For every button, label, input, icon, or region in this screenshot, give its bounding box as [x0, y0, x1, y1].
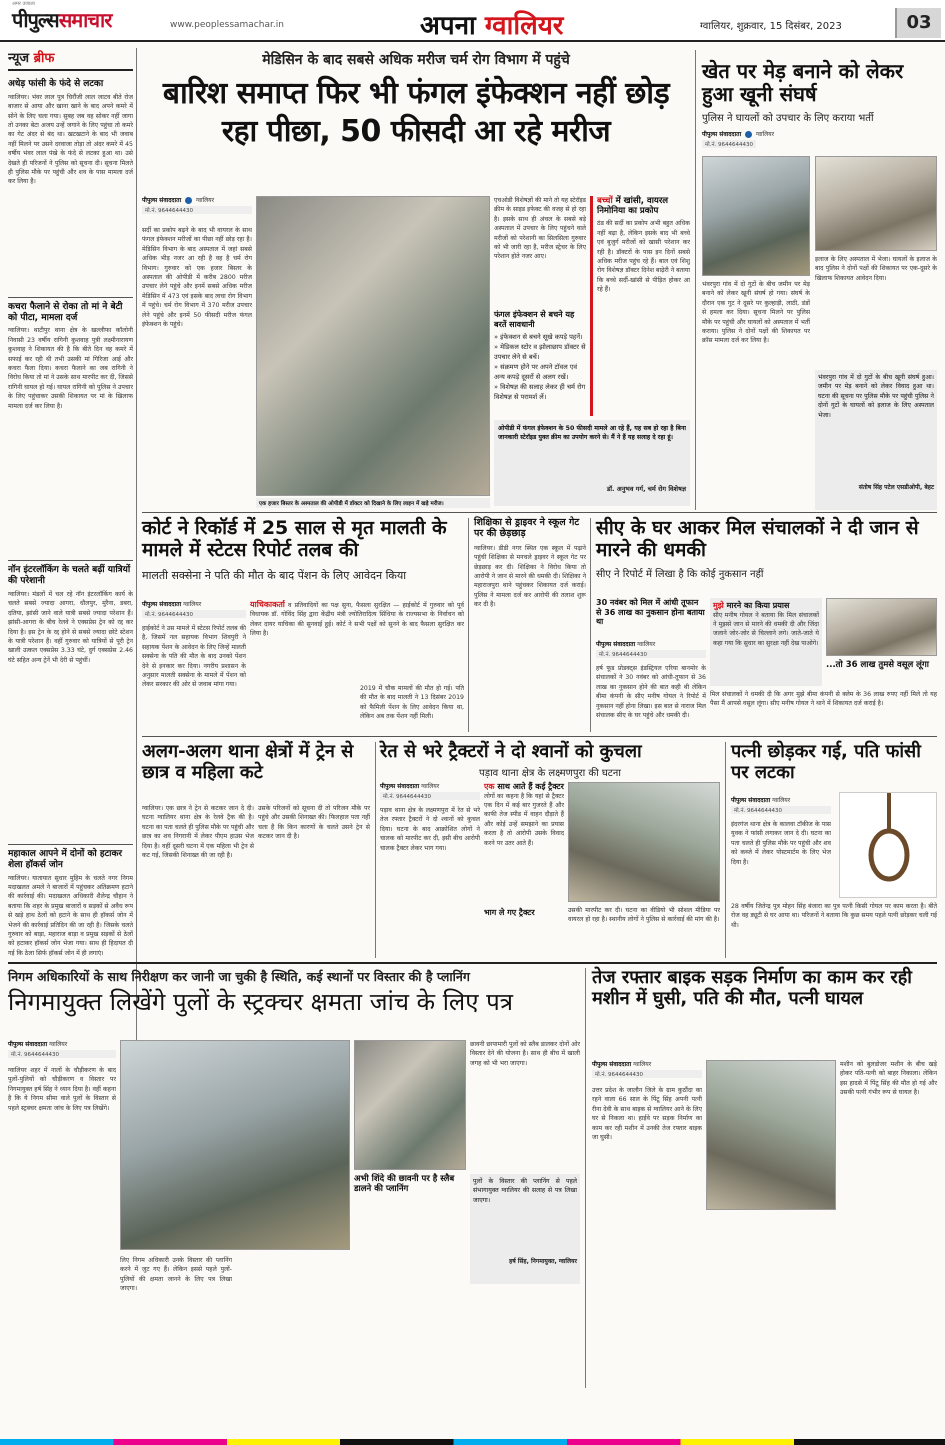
farm-quote	[815, 370, 937, 510]
farm-headline: खेत पर मेड़ बनाने को लेकर हुआ खूनी संघर्ष	[702, 59, 904, 106]
section-divider	[142, 512, 937, 513]
ca-box-title-a: मुझे	[713, 601, 724, 610]
brief-body: ग्वालियर। यातायात सुधार मुहिम के चलते नगर निगम मदाखलत अमले ने बाजारों में पहुंचकर अतिक्रमण हटाने की कार्रवाई की। मदाखलत अधिकारी शैलेन्द्र चौहान ने बताया कि शहर के प्रमुख बाजारों व सड़कों से अवैध रूप से खड़े हाथ ठेलों को हटाने के साथ ही हॉकर्स जोन में भेजने की कार्रवाई प्रतिदिन की जा रही है। जिसके चलते गुरुवार को बाड़ा, महाराज बाड़ा व प्रमुख सड़कों से ठेलों को हटाकर हॉकर्स जोन भेजा गया। साथ ही हिदायत दी गई कि ठेला सिर्फ हॉकर्स जोन में ही लगाएं।	[8, 874, 133, 957]
byline-city: ग्वालियर	[772, 797, 791, 804]
kids-sidebar	[590, 196, 690, 416]
byline-reporter: पीपुल्स संवाददाता	[142, 197, 182, 204]
quote-author: हर्ष सिंह, निगमायुक्त, ग्वालियर	[509, 1258, 577, 1265]
photo-caption: एक हजार बिस्तर के अस्पताल की ओपीडी में डॉक्टर को दिखाने के लिए लाइन में खड़े मरीज।	[256, 498, 490, 508]
brief-headline: कचरा फैलाने से रोका तो मां ने बेटी को पीटा, मामला दर्ज	[8, 301, 123, 323]
section-divider	[142, 736, 937, 737]
byline-mobile: मो.नं. 9644644430	[142, 206, 252, 214]
dogs-story	[380, 742, 720, 958]
ca-quote: ...तो 36 लाख तुमसे वसूल लूंगा	[826, 660, 929, 670]
court-story	[142, 518, 464, 732]
threat-illustration	[826, 598, 937, 656]
byline-reporter: पीपुल्स संवाददाता	[142, 601, 182, 608]
dogs-box-title	[484, 782, 564, 792]
ca-box-title	[713, 601, 819, 611]
brief-headline: महाकाल आपने में दोनों को हटाकर शेला हॉकर्स जोन	[8, 848, 123, 870]
farm-body: भंवरपुरा गांव में दो गुटों के बीच जमीन पर मेड़ बनाने को लेकर खूनी संघर्ष हो गया। संघर्ष के दौरान एक गुट ने दूसरे पर कुल्हाड़ी, लाठी, डंडों से हमला कर दिया। सूचना मिलने पर पुलिस मौके पर पहुंची और घायलों को अस्पताल में भर्ती कराया। पुलिस ने दोनों पक्षों की शिकायत पर क्रॉस मामला दर्ज कर लिया है।	[702, 281, 810, 345]
byline-city: ग्वालियर	[755, 131, 775, 138]
brief-item	[8, 302, 133, 557]
main-body-a: सर्दी का प्रकोप बढ़ने के बाद भी वायरल के साथ फंगल इंफेक्शन मरीजों का पीछा नहीं छोड़ रहा है। मेडिसिन विभाग के बाद अस्पताल में जहां सबसे अधिक भीड़ नजर आ रही है वह है चर्म रोग विभाग। गुरुवार को एक हजार बिस्तर के अस्पताल की ओपीडी में करीब 2800 मरीज उपचार लेने पहुंचे और इनमें सबसे अधिक मरीज मेडिसिन में 473 एवं इसके बाद त्वचा रोग विभाग में पहुंचे। चर्म रोग विभाग में 370 मरीज उपचार लेने पहुंचे और इनमें 50 फीसदी मरीज फंगल इंफेक्शन के पहुंचे।	[142, 227, 252, 329]
dogs-byline	[380, 782, 480, 800]
byline-mobile: मो.नं. 9644644430	[8, 1050, 116, 1058]
divider	[8, 844, 133, 845]
court-box	[250, 600, 464, 680]
bridge-story	[8, 968, 580, 1388]
brief-headline: नॉन इंटरलॉकिंग के चलते बढ़ीं यात्रियों की परेशानी	[8, 565, 131, 587]
dot-icon	[185, 197, 192, 204]
teacher-story	[474, 518, 586, 732]
brief-headline: अधेड़ फांसी के फंदे से लटका	[8, 79, 104, 89]
dogs-box-title-b: साथ आते हैं कई ट्रैक्टर	[497, 782, 564, 791]
brief-title-b: ब्रीफ	[33, 51, 55, 66]
byline-city: ग्वालियर	[49, 1041, 68, 1048]
bridge-body: ग्वालियर शहर में नालों के चौड़ीकरण के बाद पुलों-पुलियों को चौड़ीकरण व विस्तार पर निगमायुक्त हर्ष सिंह ने ध्यान दिया है। वहीं कहना है कि ये निगम सीमा वाले पुलों के विस्तार से पहले स्ट्रक्चर क्षमता जांच के लिए पत्र लिखेंगे।	[8, 1067, 116, 1112]
bridge-headline: निगमायुक्त लिखेंगे पुलों के स्ट्रक्चर क्षमता जांच के लिए पत्र	[8, 988, 513, 1016]
website-link[interactable]: www.peoplessamachar.in	[170, 20, 284, 30]
edition-tag: अमर उजाला	[12, 1, 35, 7]
dot-icon	[745, 131, 752, 138]
kids-body: ठंड की सर्दी का प्रकोप अभी बहुत अधिक नहीं बढ़ा है, लेकिन इसके बाद भी बच्चे एवं बुजुर्ग मरीजों को खासी परेशान कर रही है। डॉक्टरों के पास इन दिनों सबसे अधिक मरीज पहुंच रहे हैं। बाल एवं शिशु रोग विशेषज्ञ डॉक्टर दिनेश बाढ़ेरी ने बताया कि बच्चे सर्दी-खांसी से पीड़ित होकर आ रहे हैं।	[597, 220, 690, 294]
wife-headline: पत्नी छोड़कर गई, पति फांसी पर लटका	[731, 741, 921, 783]
logo-part-a: पीपुल्स	[12, 8, 59, 32]
quote-text: ओपीडी में फंगल इंफेक्शन के 50 फीसदी मामले आ रहे हैं, यह सब हो रहा है बिना जानकारी स्टेरॉइड युक्त क्रीम का उपयोग करने से। मैं ने हैं यह सलाह दे रहा हूं।	[498, 425, 686, 442]
main-headline: बारिश समाप्त फिर भी फंगल इंफेक्शन नहीं छोड़ रहा पीछा, 50 फीसदी आ रहे मरीज	[162, 76, 670, 149]
dogs-photo	[568, 782, 720, 902]
dogs-headline: रेत से भरे ट्रैक्टरों ने दो श्वानों को कुचला	[380, 741, 642, 762]
quote-author: डॉ. अनुभव गर्ग, चर्म रोग विशेषज्ञ	[606, 485, 686, 493]
bridge-photo-2	[354, 1040, 466, 1170]
student-headline: अलग-अलग थाना क्षेत्रों में ट्रेन से छात्र व महिला कटे	[142, 741, 354, 783]
bridge-photo	[120, 1040, 350, 1250]
column-rule	[375, 742, 376, 958]
column-rule	[590, 518, 591, 732]
ca-byline	[596, 640, 706, 658]
wife-story	[731, 742, 937, 958]
wife-byline	[731, 796, 831, 814]
noose-icon	[840, 793, 938, 899]
byline-mobile: मो.नं. 9644644430	[731, 806, 831, 814]
ca-headline: सीए के घर आकर मिल संचालकों ने दी जान से मारने की धमकी	[596, 517, 919, 561]
masthead	[0, 0, 945, 42]
ca-box-title-b: मारने का किया प्रयास	[726, 601, 790, 610]
ca-story	[596, 518, 937, 732]
teacher-body: ग्वालियर। डीडी नगर स्थित एक स्कूल में पढ़ाने पहुंची शिक्षिका से मनचले ड्राइवर ने स्कूल गेट पर छेड़छाड़ कर दी। शिक्षिका ने विरोध किया तो आरोपी ने जान से मारने की धमकी दी। शिक्षिका ने महाराजपुरा थाने पहुंचकर शिकायत दर्ज कराई। पुलिस ने मामला दर्ज कर आरोपी की तलाश शुरू कर दी है।	[474, 544, 586, 609]
farm-sub: पुलिस ने घायलों को उपचार के लिए कराया भर्ती	[702, 113, 874, 124]
bridge-sub: अभी शिंदे की छावनी पर है स्लैब डालने की प्लानिंग	[354, 1174, 455, 1195]
main-story	[142, 50, 690, 510]
newspaper-logo	[12, 6, 111, 33]
bike-body: उत्तर प्रदेश के जालौन जिले के ग्राम कुठौंदा का रहने वाला 66 साल के पिंटू सिंह अपनी पत्नी रीना देवी के साथ बाइक से ग्वालियर आने के लिए घर से निकला था। हाईवे पर सड़क निर्माण का काम कर रही मशीन में उनकी तेज रफ्तार बाइक जा घुसी।	[592, 1087, 702, 1142]
bike-byline	[592, 1060, 702, 1078]
byline-mobile: मो.नं. 9644644430	[596, 650, 706, 658]
student-body-2: उसके परिजनों को सूचना दी तो परिजन मौके पर पहुंचे और उसकी शिनाख्त की। फिलहाल पता नहीं चला है कि किन कारणों के चलते उसने ट्रेन से कटकर जान दी है।	[258, 805, 370, 841]
kids-title-b: में खांसी, वायरल निमोनिया का प्रकोप	[597, 196, 669, 217]
court-box-label: याचिकाकर्ता	[250, 600, 285, 609]
ca-sub: सीए ने रिपोर्ट में लिखा है कि कोई नुकसान नहीं	[596, 568, 764, 580]
hospital-queue-photo	[256, 196, 490, 496]
page-number: 03	[895, 8, 941, 38]
ca-body-2: मिल संचालकों ने धमकी दी कि अगर मुझे बीमा कंपनी से क्लेम के 36 लाख रुपए नहीं मिले तो यह पैसा मैं आपसे वसूल लूंगा। सीए मनीष गोयल ने थाने में शिकायत दर्ज कराई है।	[710, 691, 937, 708]
farm-story	[702, 60, 937, 510]
byline-reporter: पीपुल्स संवाददाता	[596, 641, 636, 648]
tip-item: » संक्रमण होने पर अपने टॉवल एवं अन्य कपड़े दूसरों से अलग रखें।	[494, 363, 578, 382]
dogs-sub: पड़ाव थाना क्षेत्र के लक्ष्मणपुरा की घटना	[479, 767, 621, 779]
farm-photo	[815, 156, 937, 251]
tip-item: » इंफेक्शन से बचने सूखे कपड़े पहनें।	[494, 333, 583, 342]
bike-body-2: मशीन को बुलडोजर मशीन के बीच खड़े होकर पति-पत्नी को बाहर निकाला। लेकिन इस हादसे में पिंटू सिंह की मौत हो गई और उसकी पत्नी गंभीर रूप से घायल है।	[840, 1061, 937, 1097]
section-title	[420, 6, 563, 42]
byline-city: ग्वालियर	[183, 601, 202, 608]
kids-title	[597, 196, 690, 216]
bridge-body-2: लिए निगम अधिकारी उनके विस्तार की प्लानिंग करने में जुट गए हैं। लेकिन इससे पहले पुलों-पुलियों की क्षमता जानने के लिए पत्र लिखा जाएगा।	[120, 1257, 232, 1293]
tips-list	[494, 332, 586, 402]
news-brief-title	[8, 48, 133, 71]
divider	[8, 560, 133, 561]
column-rule	[725, 742, 726, 958]
expert-quote	[494, 420, 690, 506]
quote-text: भंवरपुरा गांव में दो गुटों के बीच खूनी संघर्ष हुआ। जमीन पर मेड़ बनाने को लेकर विवाद हुआ था। घटना की सूचना पर पुलिस मौके पर पहुंची पुलिस ने दोनों गुटों के घायलों को इलाज के लिए अस्पताल भेजा।	[818, 374, 934, 419]
bike-headline: तेज रफ्तार बाइक सड़क निर्माण का काम कर रही मशीन में घुसी, पति की मौत, पत्नी घायल	[592, 967, 912, 1009]
noose-illustration	[839, 792, 937, 898]
ca-body: हर्ष फूड प्रोडक्ट्स इंडस्ट्रियल एरिया बानमोर के संचालकों ने 30 नवंबर को आंधी-तूफान से 36 लाख का नुकसान होने की बात कही थी लेकिन बीमा कंपनी के सीए मनीष गोयल ने रिपोर्ट में नुकसान नहीं होना लिखा। इस बात से नाराज मिल संचालक सीए के घर पहुंचे और धमकी दी।	[596, 665, 706, 720]
main-byline	[142, 196, 252, 214]
dateline: ग्वालियर, शुक्रवार, 15 दिसंबर, 2023	[700, 21, 842, 32]
teacher-headline: शिक्षिका से ड्राइवर ने स्कूल गेट पर की छेड़छाड़	[474, 517, 580, 539]
color-registration-bar	[0, 1439, 945, 1445]
farm-illustration	[702, 156, 810, 276]
brief-title-a: न्यूज	[8, 51, 30, 66]
quote-author: संतोष सिंह पटेल एसडीओपी, बेहट	[858, 484, 934, 491]
court-byline	[142, 600, 246, 618]
court-body: हाईकोर्ट ने उस मामले में स्टेटस रिपोर्ट तलब की है, जिसमें नल सहायक विभाग शिवपुरी ने सहायक पेंशन के आवेदन के लिए जिन्हें मालती सक्सेना के पति की मौत के बाद उनको पेंशन देने से इनकार कर दिया। नगरीय प्रशासन के अनुसार मालती सक्सेना के मामले में पेंशन को लेकर सरकार की ओर से जवाब मांगा गया।	[142, 625, 246, 689]
bridge-kicker: निगम अधिकारियों के साथ निरीक्षण कर जानी जा चुकी है स्थिति, कई स्थानों पर विस्तार की है प्लानिंग	[8, 969, 470, 984]
byline-reporter: पीपुल्स संवाददाता	[702, 131, 742, 138]
dogs-sub-2: भाग ले गए ट्रैक्टर	[484, 908, 535, 917]
byline-mobile: मो.नं. 9644644430	[380, 792, 480, 800]
dogs-body-2: उसकी मारपीट कर दी। घटना का वीडियो भी सोशल मीडिया पर वायरल हो रहा है। स्थानीय लोगों ने पुलिस से कार्रवाई की मांग की है।	[568, 907, 720, 924]
column-rule	[468, 518, 469, 732]
ca-kicker: 30 नवंबर को मिल में आंधी तूफान से 36 लाख का नुकसान होना बताया था	[596, 598, 705, 627]
column-rule	[695, 50, 696, 510]
kids-title-a: बच्चों	[597, 196, 613, 206]
brief-body: ग्वालियर। मंडलों में चल रहे नॉन इंटरलॉकिंग कार्य के चलते सबसे ज्यादा आगरा, धौलपुर, मुरैना, डबरा, दतिया, झांसी जाने वाले यात्री सबसे ज्यादा परेशान हैं। झांसी-आगरा के बीच रेलवे ने एक्सप्रेस ट्रेन को रद्द कर दिया है। इस ट्रेन के रद्द होने से सबसे ज्यादा छोटे स्टेशन के यात्री परेशान हैं। वहीं गुरुवार को यात्रियों से पूरी ट्रेन खाली उत्कल एक्सप्रेस 3.33 घंटे, दुर्ग एक्सप्रेस 2.46 घंटे सहित अन्य ट्रेनें भी देरी से पहुंचीं।	[8, 590, 133, 664]
student-story	[142, 742, 370, 958]
bike-story	[592, 968, 937, 1388]
tip-item: » मेडिकल स्टोर व झोलाछाप डॉक्टर से उपचार लेने से बचें।	[494, 343, 586, 362]
bike-photo	[706, 1060, 836, 1210]
dogs-box-body: लोगों का कहना है कि यहां से ट्रैक्टर एक दिन में कई बार गुजरते हैं और काफी तेज स्पीड में वाहन दौड़ाते हैं और कोई उन्हें समझाने का प्रयास करता है तो आरोपी उसके विवाद करने पर उतर आते हैं।	[484, 792, 564, 847]
farm-byline	[702, 130, 937, 148]
main-body-b: एचओडी विशेषज्ञों की माने तो यह स्टेरॉइड क्रीम के साइड इफेक्ट की वजह से हो रहा है। इसके साथ ही अंचल के सबसे बड़े अस्पताल में उपचार के लिए पहुंचने वाले मरीजों को परेशानी का सिलसिला गुरुवार को भी जारी रहा है, मरीज स्ट्रेचर के लिए परेशान होते नजर आए।	[494, 197, 586, 261]
section-title-b: ग्वालियर	[484, 11, 564, 41]
bridge-body-3: छावनी छापामारी पुलों को स्लैब डालकर दोनों ओर विस्तार देने की योजना है। साथ ही बीच में खाली जगह को भी भरा जाएगा।	[470, 1041, 580, 1067]
byline-reporter: पीपुल्स संवाददाता	[8, 1041, 48, 1048]
brief-item	[8, 79, 133, 293]
dogs-box-title-a: एक	[484, 782, 495, 791]
logo-part-b: समाचार	[58, 8, 112, 32]
bridge-byline	[8, 1040, 116, 1058]
section-title-a: अपना	[420, 11, 476, 41]
farm-body-2: इलाज के लिए अस्पताल में भेजा। घायलों के इलाज के बाद पुलिस ने दोनों पक्षों की शिकायत पर एक-दूसरे के खिलाफ शिकायत आवेदन दिया।	[815, 256, 937, 282]
section-divider	[8, 962, 937, 964]
quote-text: पुलों के विस्तार की प्लानिंग से पहले संभागायुक्त ग्वालियर की सलाह से पत्र लिखा जाएगा।	[473, 1178, 577, 1204]
court-box-text	[250, 600, 464, 680]
byline-reporter: पीपुल्स संवाददाता	[731, 797, 771, 804]
byline-city: ग्वालियर	[421, 783, 440, 790]
student-body: ग्वालियर। एक छात्र ने ट्रेन से कटकर जान दे दी। घटना ग्वालियर थाना क्षेत्र के रेलवे ट्रैक की है। घटना का पता चलते ही पुलिस मौके पर पहुंची और छात्र का शव निगरानी में लेकर पीएम हाउस भेज दिया है। वहीं दूसरी घटना में एक महिला भी ट्रेन से कट गई, जिसकी शिनाख्त की जा रही है।	[142, 805, 254, 860]
fungal-tips-box	[494, 310, 586, 402]
wife-body-2: 28 वर्षीय जितेन्द्र पुत्र मोहन सिंह बंजारा का पुत्र पत्नी किसी गोयल पर काम करता है। बीते रोज वह ड्यूटी से घर आया था। परिजनों ने बताया कि कुछ समय पहले पत्नी छोड़कर चली गई थी।	[731, 903, 937, 929]
main-kicker: मेडिसिन के बाद सबसे अधिक मरीज चर्म रोग विभाग में पहुंचे	[262, 52, 570, 68]
byline-reporter: पीपुल्स संवाददाता	[380, 783, 420, 790]
column-rule	[585, 968, 586, 1388]
bridge-quote	[470, 1174, 580, 1284]
brief-body: ग्वालियर। थाटीपुर थाना क्षेत्र के खल्लीफा कॉलोनी निवासी 23 वर्षीय रागिनी कुशवाह पुत्री लक्ष्मीनारायण कुशवाह ने शिकायत की है कि बीते दिन वह कमरे में सफाई कर रही थी तभी उसकी मां गिरिजा आई और कचरा फैला दिया। कचरा फैलाने का जब रागिनी ने विरोध किया तो मां ने उसके साथ मारपीट कर दी, जिससे रागिनी घायल हो गई। घायल रागिनी को पुलिस ने उपचार के लिए पहुंचाकर उसकी शिकायत पर मां के खिलाफ मामला दर्ज कर लिया है।	[8, 327, 133, 410]
dogs-box	[484, 782, 564, 902]
court-headline: कोर्ट ने रिकॉर्ड में 25 साल से मृत मालती के मामले में स्टेटस रिपोर्ट तलब की	[142, 517, 447, 561]
tips-title: फंगल इंफेक्शन से बचने यह बरतें सावधानी	[494, 310, 575, 329]
wife-body: इंदरगंज थाना क्षेत्र के कालवा टॉकीज के पास युवक ने फांसी लगाकर जान दे दी। घटना का पता चलते ही पुलिस मौके पर पहुंची और शव को कब्जे में लेकर पोस्टमार्टम के लिए भेज दिया है।	[731, 821, 831, 866]
court-box-body: व प्रतिवादियों का पक्ष सुना, फैसला सुरक्षित — हाईकोर्ट में गुरुवार को पूर्व विधायक डॉ. गोविंद सिंह द्वारा केंद्रीय मंत्री ज्योतिरादित्य सिंधिया के राज्यसभा के निर्वाचन को लेकर दायर याचिका की सुनवाई हुई। कोर्ट ने सभी पक्षों को सुनने के बाद फैसला सुरक्षित कर लिया है।	[250, 602, 464, 638]
court-sub: मालती सक्सेना ने पति की मौत के बाद पेंशन के लिए आवेदन किया	[142, 568, 407, 582]
byline-city: ग्वालियर	[195, 197, 215, 204]
byline-mobile: मो.नं. 9644644430	[702, 140, 756, 148]
byline-reporter: पीपुल्स संवाददाता	[592, 1061, 632, 1068]
brief-item	[8, 565, 133, 840]
court-body-2: 2019 में चौक मामलों की मौत हो गई। पति की मौत के बाद मालती ने 13 दिसंबर 2019 को फैमिली पेंशन के लिए आवेदन किया था, लेकिन अब तक पेंशन नहीं मिली।	[360, 685, 464, 721]
byline-mobile: मो.नं. 9644644430	[142, 610, 246, 618]
brief-body: ग्वालियर। भंवर लाल पुत्र चिरौंजी लाल जाटव बीते रोज बाजार से आया और खाना खाने के बाद अपने कमरे में सोने के लिए चला गया। सुबह जब वह सोकर नहीं जागा तो उनका बेटा अजय उन्हें जगाने के लिए पहुंचा तो कमरे का गेट अंदर से बंद था। खटखटाने के बाद भी जवाब नहीं मिलने पर उसने दरवाजा तोड़ा तो अंदर कमरे में 45 वर्षीय भंवर लाल पंखे के फंदे से लटका हुआ था। उसे देखते ही परिजनों ने पुलिस को सूचना दी। सूचना मिलते ही पुलिस मौके पर पहुंची और शव के पास मामला दर्ज कर लिया है।	[8, 93, 133, 186]
byline-city: ग्वालियर	[637, 641, 656, 648]
byline-mobile: मो.नं. 9644644430	[592, 1070, 702, 1078]
tip-item: » विशेषज्ञ की सलाह लेकर ही चर्म रोग विशेषज्ञ से परामर्श लें।	[494, 383, 586, 402]
dogs-body: पड़ाव थाना क्षेत्र के लक्ष्मणपुरा में रेत से भरे तेज रफ्तार ट्रैक्टरों ने दो श्वानों को कुचल दिया। घटना के बाद आक्रोशित लोगों ने चालक को मारपीट कर दी, इसी बीच आरोपी चालक ट्रैक्टर लेकर भाग गया।	[380, 807, 480, 852]
byline-city: ग्वालियर	[633, 1061, 652, 1068]
divider	[8, 297, 133, 298]
ca-box-body: सीए मनीष गोयल ने बताया कि मिल संचालकों ने मुझसे जान से मारने की धमकी दी और जिंदा जलाने जोर-जोर से चिल्लाने लगे। जाते-जाते ये कहा गया कि सुधार का सुरक्षा नहीं देख पाओगे।	[713, 611, 819, 647]
ca-box	[710, 598, 822, 686]
